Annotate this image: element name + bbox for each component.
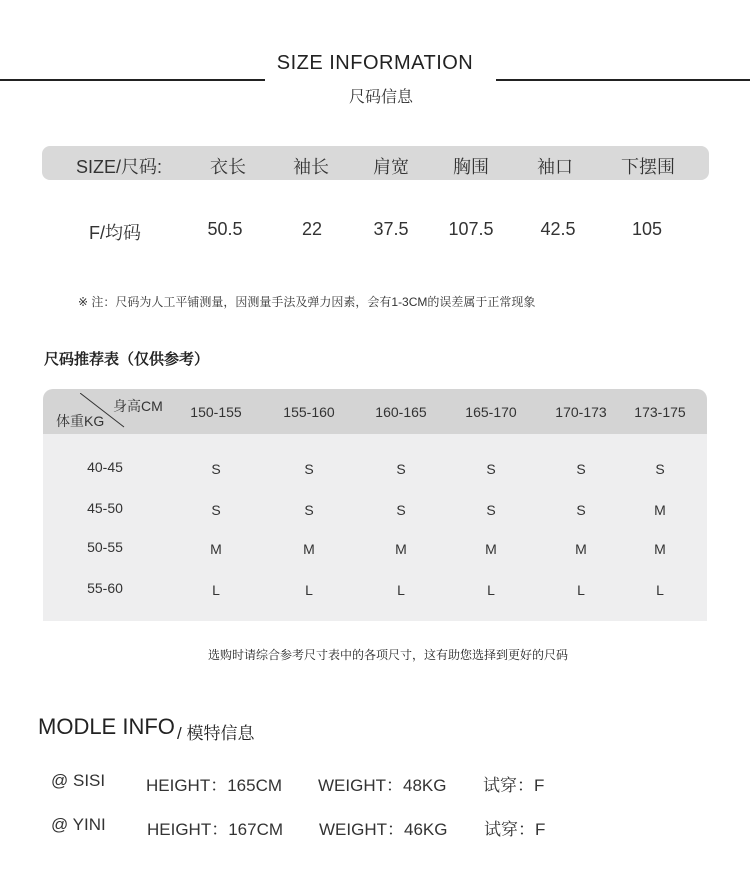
recommended-size-cell: S — [304, 502, 314, 518]
recommended-size-cell: L — [212, 582, 220, 598]
model-name: @ YINI — [51, 815, 106, 834]
model-fit: 试穿：F — [483, 776, 545, 795]
recommended-size-cell: M — [654, 502, 666, 518]
height-range-header: 150-155 — [190, 404, 242, 420]
size-cell-size: F/均码 — [89, 223, 141, 243]
recommended-size-cell: S — [486, 502, 496, 518]
recommended-size-cell: S — [396, 461, 406, 477]
header-rule-left — [0, 79, 265, 81]
size-cell-hem: 105 — [631, 219, 663, 239]
recommended-size-cell: L — [487, 582, 495, 598]
size-cell-sleeve: 22 — [301, 219, 323, 239]
weight-range-label: 50-55 — [87, 539, 123, 555]
recommended-size-cell: L — [577, 582, 585, 598]
recommended-size-cell: M — [575, 541, 587, 557]
recommended-size-cell: S — [211, 461, 221, 477]
size-header-length: 衣长 — [210, 157, 246, 177]
recommend-table-title: 尺码推荐表（仅供参考） — [44, 351, 210, 368]
recommended-size-cell: S — [211, 502, 221, 518]
recommended-size-cell: S — [304, 461, 314, 477]
size-header-sleeve: 袖长 — [293, 157, 329, 177]
recommended-size-cell: M — [485, 541, 497, 557]
size-cell-shoulder: 37.5 — [373, 219, 409, 239]
recommended-size-cell: M — [303, 541, 315, 557]
model-info-title: MODLE INFO — [38, 714, 175, 739]
model-height: HEIGHT：167CM — [147, 820, 284, 839]
height-range-header: 173-175 — [634, 404, 686, 420]
corner-height-label: 身高CM — [113, 398, 163, 414]
weight-range-label: 55-60 — [87, 580, 123, 596]
recommended-size-cell: M — [654, 541, 666, 557]
page-subtitle: 尺码信息 — [348, 89, 413, 106]
model-height: HEIGHT：165CM — [146, 776, 283, 795]
recommended-size-cell: M — [395, 541, 407, 557]
recommended-size-cell: S — [576, 502, 586, 518]
corner-weight-label: 体重KG — [56, 413, 105, 429]
size-header-cuff: 袖口 — [537, 157, 573, 177]
model-fit: 试穿：F — [484, 820, 546, 839]
measurement-note: ※ 注：尺码为人工平铺测量，因测量手法及弹力因素，会有1-3CM的误差属于正常现象 — [78, 295, 536, 309]
model-name: @ SISI — [51, 771, 106, 790]
recommended-size-cell: L — [656, 582, 664, 598]
size-cell-chest: 107.5 — [448, 219, 494, 239]
advice-text: 选购时请综合参考尺寸表中的各项尺寸，这有助您选择到更好的尺码 — [207, 648, 568, 662]
size-cell-cuff: 42.5 — [540, 219, 576, 239]
recommended-size-cell: M — [210, 541, 222, 557]
recommended-size-cell: S — [576, 461, 586, 477]
model-weight: WEIGHT：48KG — [318, 776, 447, 795]
size-header-chest: 胸围 — [453, 157, 489, 177]
header-rule-right — [496, 79, 750, 81]
recommended-size-cell: S — [396, 502, 406, 518]
recommend-table-body — [43, 434, 707, 621]
height-range-header: 170-173 — [555, 404, 607, 420]
size-header-shoulder: 肩宽 — [373, 157, 409, 177]
size-cell-length: 50.5 — [207, 219, 243, 239]
height-range-header: 155-160 — [283, 404, 335, 420]
weight-range-label: 45-50 — [87, 500, 123, 516]
height-range-header: 160-165 — [375, 404, 427, 420]
model-info-subtitle: / 模特信息 — [177, 724, 255, 743]
height-range-header: 165-170 — [465, 404, 517, 420]
weight-range-label: 40-45 — [87, 459, 123, 475]
recommended-size-cell: L — [305, 582, 313, 598]
page-title: SIZE INFORMATION — [276, 52, 474, 74]
model-weight: WEIGHT：46KG — [319, 820, 448, 839]
recommended-size-cell: L — [397, 582, 405, 598]
size-header-size: SIZE/尺码: — [75, 157, 163, 177]
recommended-size-cell: S — [655, 461, 665, 477]
size-header-hem: 下摆围 — [621, 157, 675, 177]
recommended-size-cell: S — [486, 461, 496, 477]
